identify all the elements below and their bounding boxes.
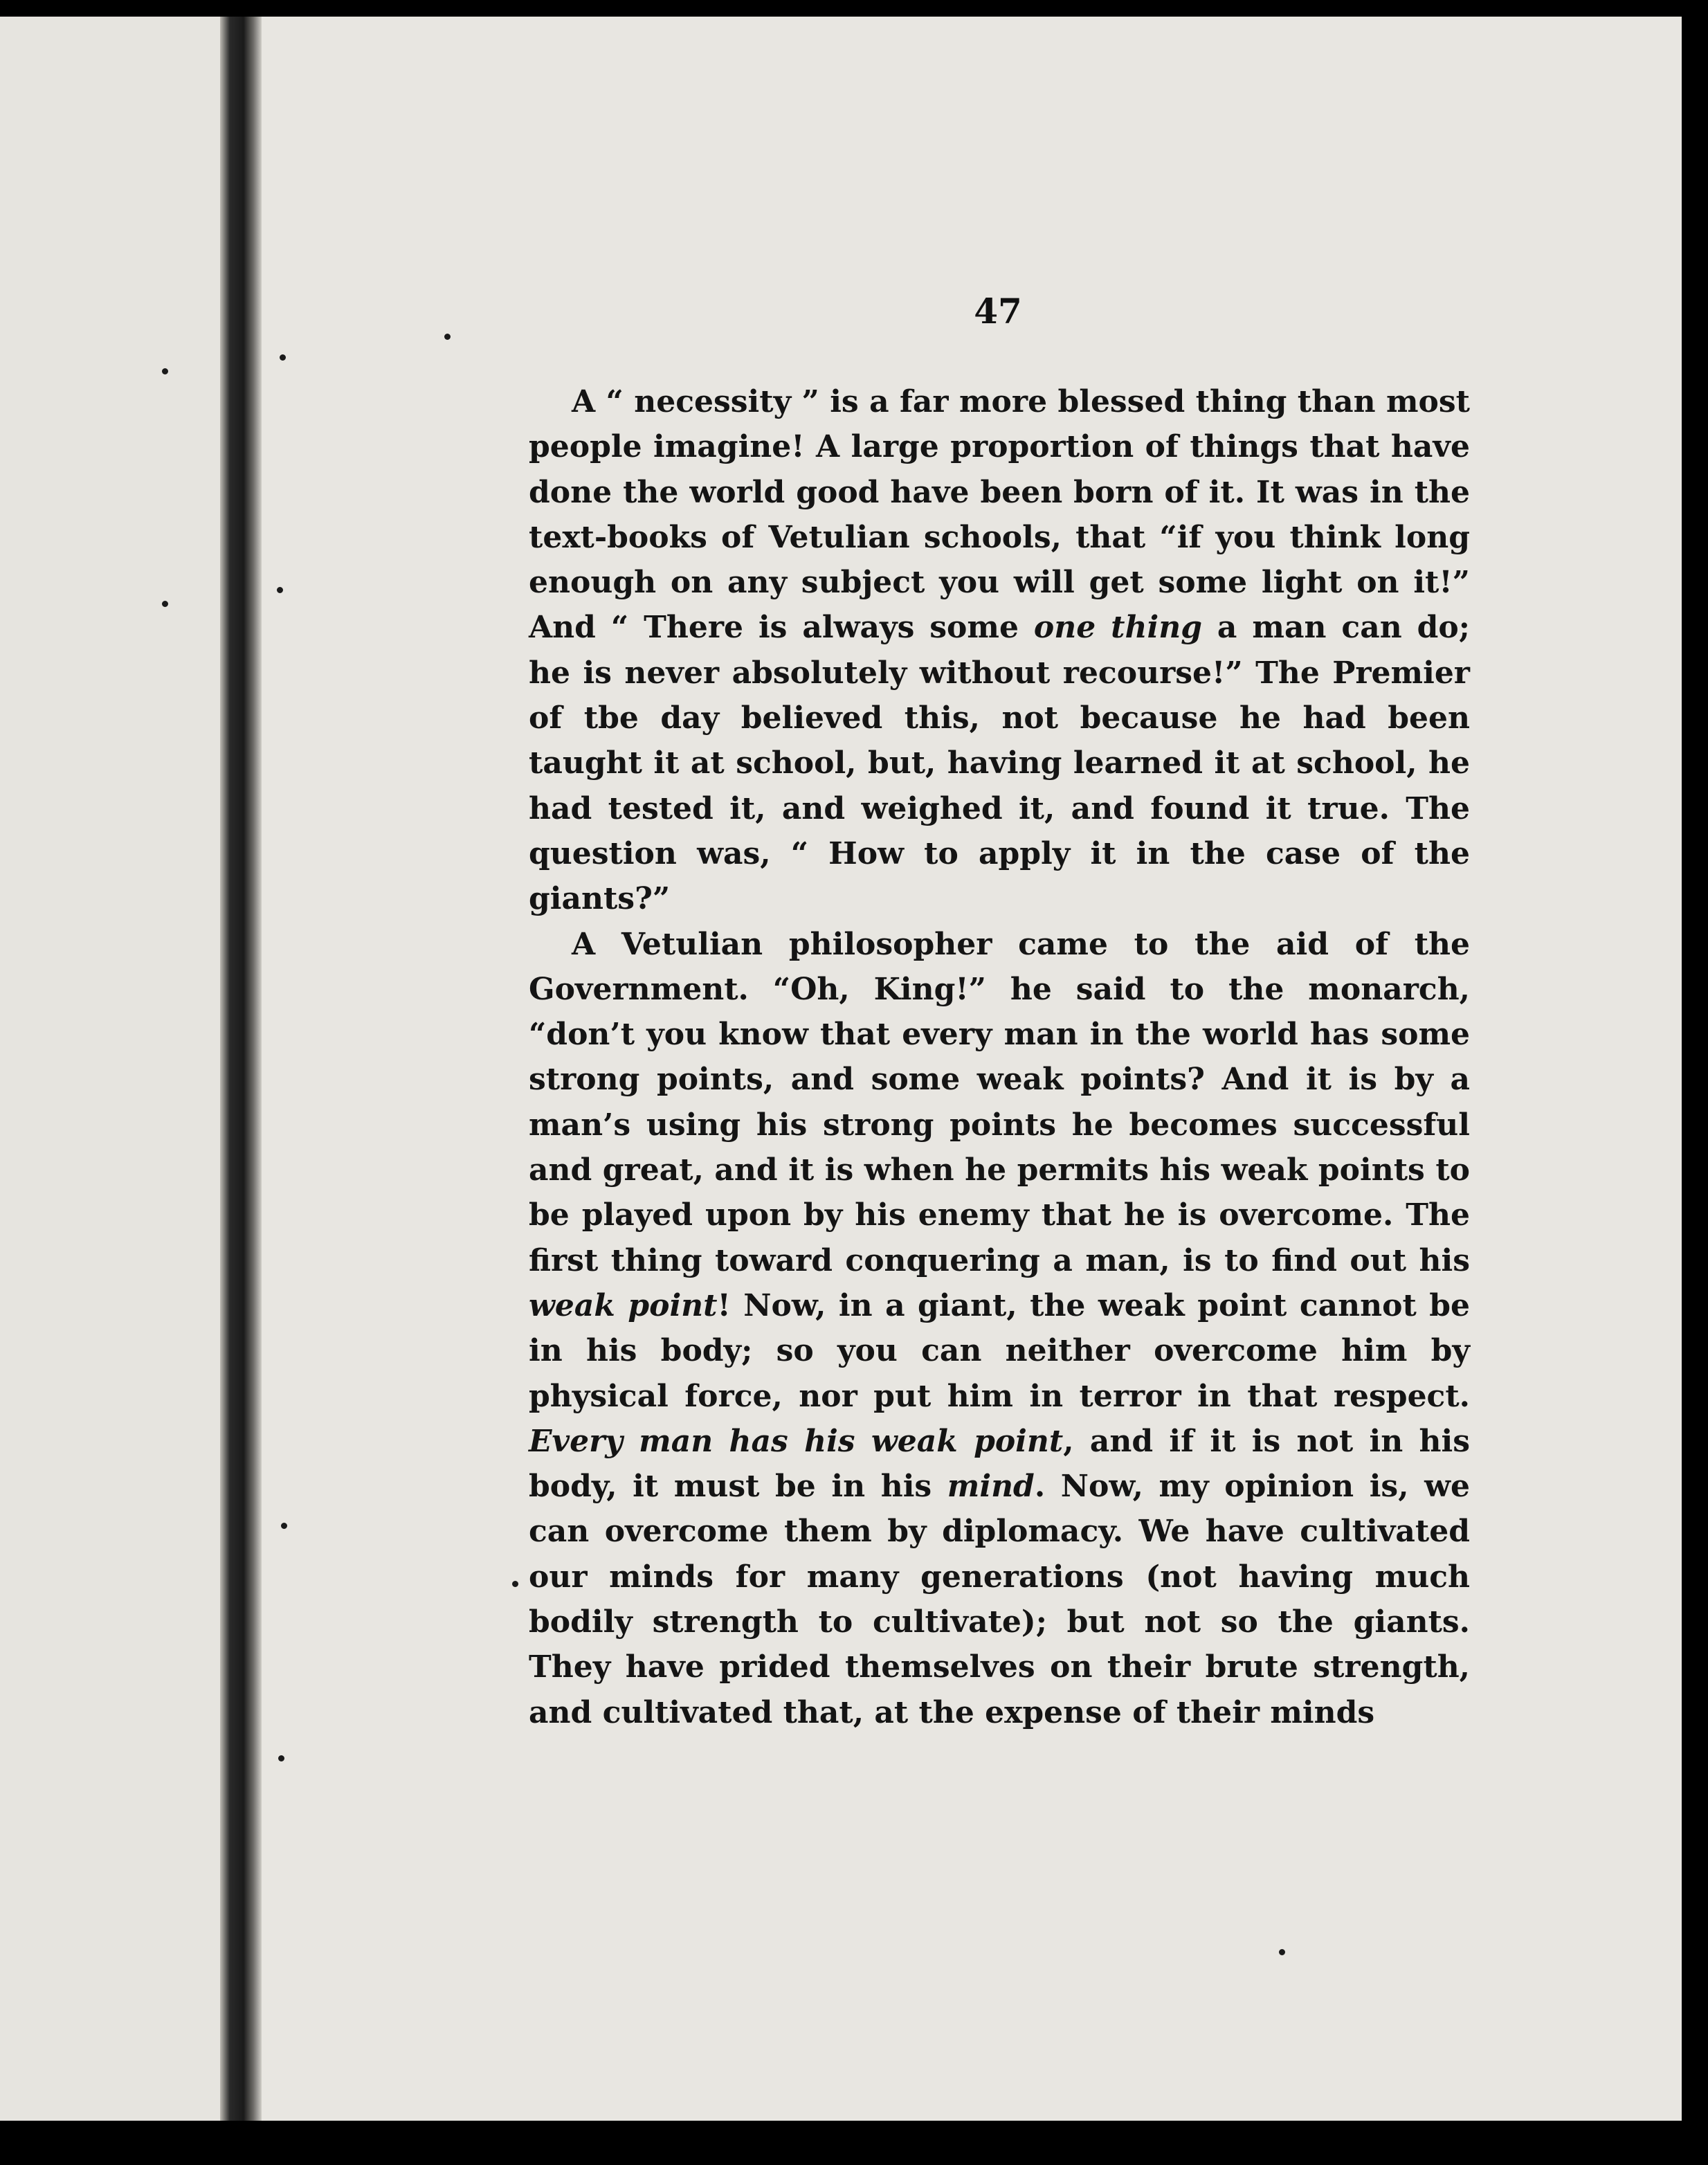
binding-gutter	[220, 17, 262, 2121]
paragraph	[529, 379, 1470, 922]
speck	[162, 601, 168, 607]
speck	[1279, 1949, 1285, 1955]
left-page	[0, 17, 220, 2121]
speck	[280, 354, 286, 361]
text-run: ! Now, in a giant, the weak point cannot be in his body; so you can neither overcome him by physical force, nor put him in terror in that respect.	[529, 1287, 1471, 1414]
paragraph	[529, 922, 1470, 1735]
body-text	[529, 379, 1470, 1735]
text-run: , and if it is not in his body, it must be in his	[529, 1423, 1470, 1505]
italic-text: one thing	[1033, 610, 1202, 646]
speck	[277, 587, 283, 593]
text-run: . Now, my opinion is, we can overcome them by diplomacy. We have cultivated our minds for many generations (not having much bodily strength to cultivate); but not so the giants. They have prided themselves on their brute strength, and cultivated that, at the expense of their minds	[529, 1469, 1470, 1730]
italic-text: weak point	[529, 1287, 718, 1323]
speck	[281, 1523, 287, 1529]
speck	[278, 1755, 284, 1761]
text-run: A Vetulian philosopher came to the aid of the Government. “Oh, King!” he said to the monarch, “don’t you know that every man in the world has some strong points, and some weak points? And it is by a man’s using his strong points he becomes successful and great, and it is when he permits his weak points to be played upon by his enemy that he is overcome. The first thing toward conquering a man, is to find out his	[529, 926, 1470, 1278]
speck	[444, 334, 451, 340]
text-run: a man can do; he is never absolutely without recourse!” The Premier of tbe day believed this, not because he had been taught it at school, but, having learned it at school, he had tested it, and weighed it, and found it true. The question was, “ How to apply it in the case of the giants?”	[529, 610, 1470, 917]
text-run: A “ necessity ” is a far more blessed thing than most people imagine! A large proportion of things that have done the world good have been born of it. It was in the text-books of Vetulian schools, that “if you think long enough on any subject you will get some light on it!” And “ There is always some	[529, 384, 1470, 646]
italic-text: Every man has his weak point	[529, 1423, 1064, 1459]
speck	[162, 368, 168, 374]
page-number: 47	[974, 291, 1022, 332]
speck	[512, 1581, 518, 1587]
italic-text: mind	[947, 1469, 1035, 1505]
